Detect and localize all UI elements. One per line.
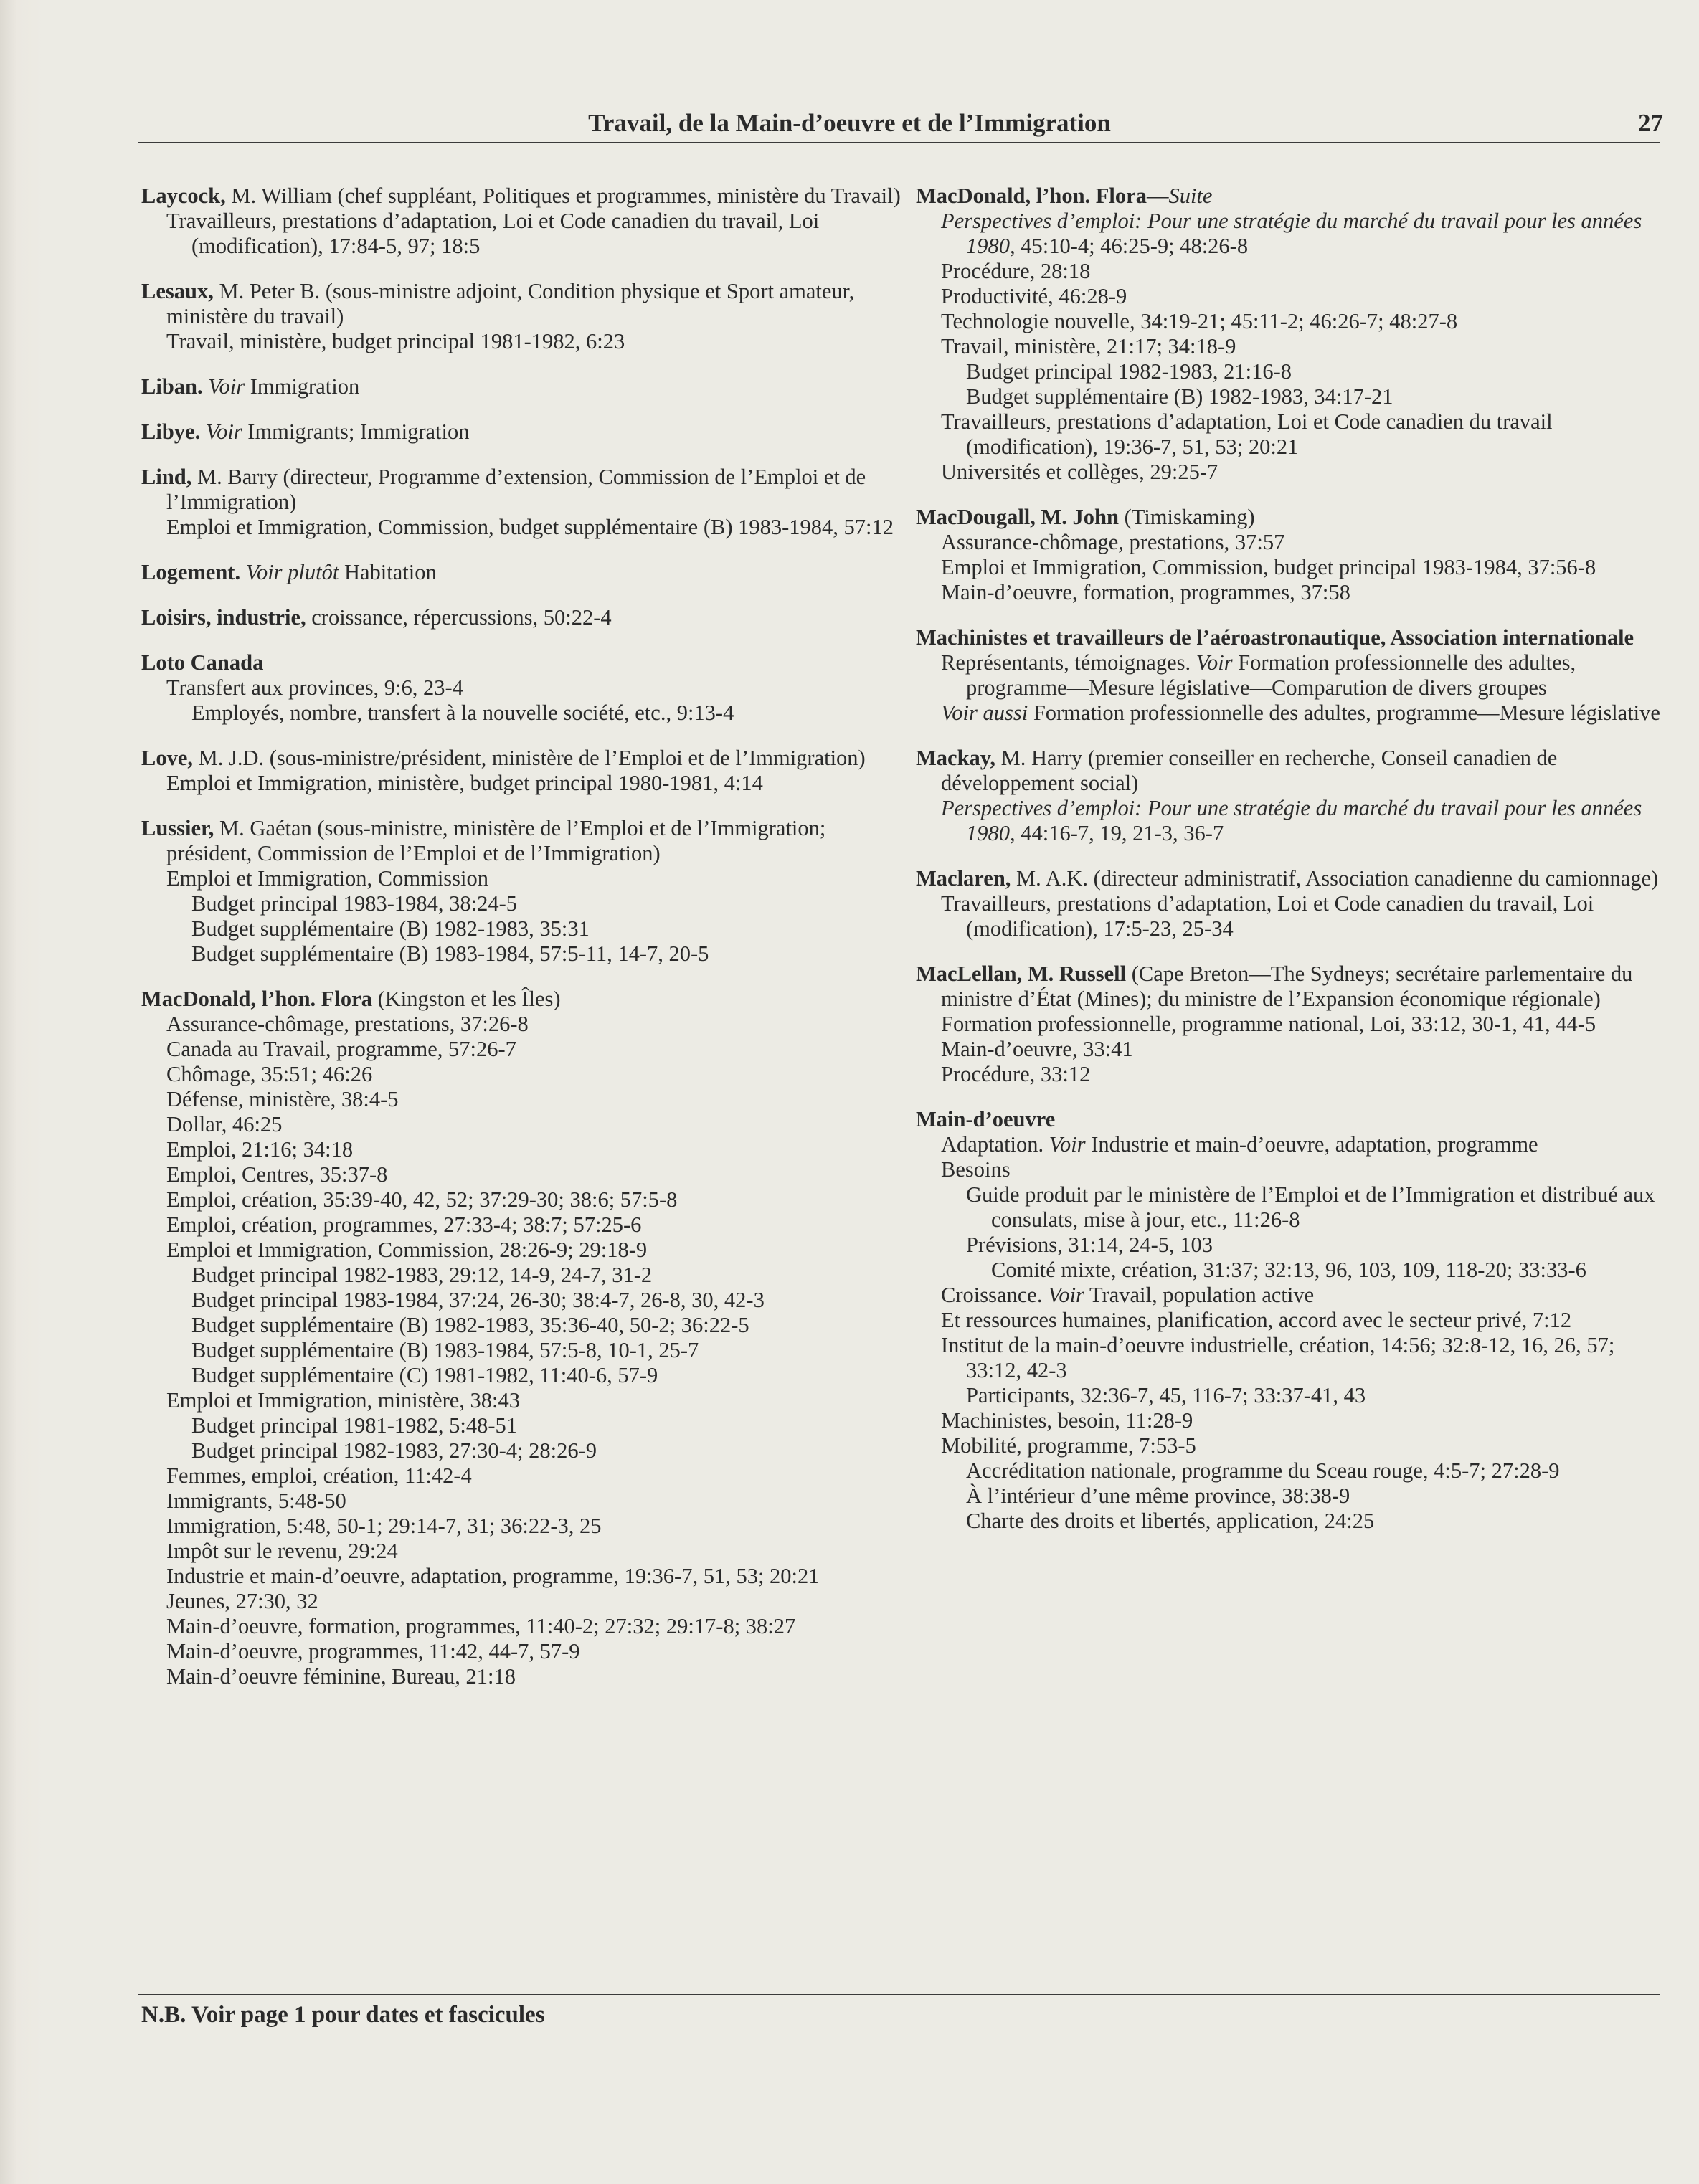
index-heading (916, 746, 1662, 796)
index-subentry (166, 1137, 905, 1162)
index-entry (916, 866, 1662, 941)
index-subentry (191, 1338, 905, 1363)
entry-name: Lind, (141, 465, 192, 489)
index-subentry (166, 1012, 905, 1037)
index-entry (141, 605, 905, 630)
entry-text: — (1146, 184, 1169, 208)
index-subentry (941, 1308, 1662, 1333)
entry-text: Employés, nombre, transfert à la nouvelle société, etc., 9:13-4 (191, 701, 734, 725)
entry-text: Emploi et Immigration, Commission, budget principal 1983-1984, 37:56-8 (941, 555, 1596, 579)
entry-text: Budget supplémentaire (B) 1982-1983, 34:17-21 (966, 384, 1393, 409)
entry-text: Adaptation. (941, 1132, 1049, 1157)
index-heading (141, 419, 905, 445)
entry-name: Love, (141, 746, 194, 770)
index-heading (916, 184, 1662, 209)
entry-text: Universités et collèges, 29:25-7 (941, 460, 1218, 484)
index-heading (916, 625, 1662, 650)
index-subentry (191, 1313, 905, 1338)
entry-text: Formation professionnelle des adultes, programme—Mesure législative (1028, 701, 1660, 725)
entry-text: Emploi et Immigration, ministère, 38:43 (166, 1388, 521, 1413)
index-heading (141, 465, 905, 515)
index-subentry (941, 284, 1662, 309)
entry-text: Main-d’oeuvre féminine, Bureau, 21:18 (166, 1664, 516, 1689)
entry-name: Laycock, (141, 184, 226, 208)
entry-text: Immigrants, 5:48-50 (166, 1489, 346, 1513)
entry-name: Main-d’oeuvre (916, 1107, 1056, 1131)
entry-text: Transfert aux provinces, 9:6, 23-4 (166, 675, 463, 700)
entry-name: MacLellan, M. Russell (916, 962, 1127, 986)
index-subentry (166, 1564, 905, 1589)
index-subentry (191, 891, 905, 916)
entry-text: Emploi, création, 35:39-40, 42, 52; 37:29-30; 38:6; 57:5-8 (166, 1187, 678, 1212)
index-subentry (966, 359, 1662, 384)
index-subentry (191, 1263, 905, 1288)
entry-name: Logement. (141, 560, 241, 584)
entry-text: Main-d’oeuvre, 33:41 (941, 1037, 1133, 1061)
entry-text: Immigration, 5:48, 50-1; 29:14-7, 31; 36:22-3, 25 (166, 1514, 602, 1538)
index-subentry (941, 460, 1662, 485)
index-subentry (166, 1112, 905, 1137)
index-subentry (166, 1539, 905, 1564)
entry-text: Budget principal 1981-1982, 5:48-51 (191, 1413, 518, 1438)
entry-text: Défense, ministère, 38:4-5 (166, 1087, 399, 1111)
index-subentry (941, 1012, 1662, 1037)
entry-text: Emploi et Immigration, Commission, budget supplémentaire (B) 1983-1984, 57:12 (166, 515, 894, 539)
index-subentry (941, 409, 1662, 460)
index-subentry (166, 1062, 905, 1087)
entry-name: MacDougall, M. John (916, 505, 1119, 529)
index-subentry (966, 1233, 1662, 1258)
entry-text: croissance, répercussions, 50:22-4 (306, 605, 612, 630)
index-heading (916, 505, 1662, 530)
entry-text: Charte des droits et libertés, application, 24:25 (966, 1509, 1375, 1533)
index-subentry (966, 384, 1662, 409)
index-subentry (166, 1614, 905, 1639)
index-subentry (166, 1463, 905, 1489)
entry-text: Formation professionnelle des adultes, programme—Mesure législative—Comparution de divers groupes (966, 650, 1576, 700)
index-heading (141, 650, 905, 675)
entry-text: Technologie nouvelle, 34:19-21; 45:11-2; 46:26-7; 48:27-8 (941, 309, 1458, 333)
italic-reference: Voir (1196, 650, 1233, 675)
running-head-title: Travail, de la Main-d’oeuvre et de l’Immigration (588, 109, 1111, 137)
entry-text: Institut de la main-d’oeuvre industrielle, création, 14:56; 32:8-12, 16, 26, 57; 33:12, 42-3 (941, 1333, 1615, 1382)
italic-reference: Perspectives d’emploi: Pour une stratégie du marché du travail pour les années 1980, (941, 209, 1642, 258)
index-subentry (941, 1132, 1662, 1157)
index-subentry (941, 796, 1662, 846)
index-subentry (166, 1238, 905, 1263)
index-subentry (941, 1433, 1662, 1458)
index-entry (916, 1107, 1662, 1534)
index-entry (916, 625, 1662, 726)
entry-text: Habitation (339, 560, 437, 584)
index-subentry (166, 1388, 905, 1413)
index-subentry (166, 515, 905, 540)
index-subentry (941, 650, 1662, 701)
index-heading (141, 279, 905, 329)
entry-name: Loto Canada (141, 650, 264, 675)
entry-text: Budget supplémentaire (C) 1981-1982, 11:40-6, 57-9 (191, 1363, 658, 1387)
entry-text: Dollar, 46:25 (166, 1112, 283, 1136)
index-entry (141, 746, 905, 796)
index-subentry (166, 1037, 905, 1062)
entry-name: MacDonald, l’hon. Flora (141, 987, 372, 1011)
entry-text: M. J.D. (sous-ministre/président, ministère de l’Emploi et de l’Immigration) (193, 746, 866, 770)
index-entry (141, 184, 905, 259)
index-heading (141, 560, 905, 585)
index-subentry (166, 771, 905, 796)
entry-text: M. Harry (premier conseiller en recherche, Conseil canadien de développement social) (941, 746, 1558, 795)
entry-text: Accréditation nationale, programme du Sceau rouge, 4:5-7; 27:28-9 (966, 1458, 1560, 1483)
index-entry (141, 560, 905, 585)
entry-text: (Timiskaming) (1118, 505, 1255, 529)
index-subentry (941, 1062, 1662, 1087)
italic-reference: Voir (205, 419, 242, 444)
italic-reference: Voir plutôt (245, 560, 339, 584)
index-subentry (166, 1664, 905, 1689)
index-subentry (166, 1162, 905, 1187)
index-subentry (166, 209, 905, 259)
index-subentry (941, 555, 1662, 580)
entry-name: Lesaux, (141, 279, 214, 303)
index-heading (141, 605, 905, 630)
index-subentry (166, 866, 905, 891)
index-subentry (166, 1514, 905, 1539)
header-rule (138, 142, 1660, 143)
entry-text: Budget principal 1983-1984, 38:24-5 (191, 891, 518, 916)
index-subentry (191, 916, 905, 941)
entry-text: Emploi, création, programmes, 27:33-4; 38:7; 57:25-6 (166, 1212, 642, 1237)
entry-text: Représentants, témoignages. (941, 650, 1196, 675)
index-subentry (166, 1489, 905, 1514)
entry-text: Industrie et main-d’oeuvre, adaptation, programme (1085, 1132, 1538, 1157)
entry-text: Comité mixte, création, 31:37; 32:13, 96, 103, 109, 118-20; 33:33-6 (991, 1258, 1586, 1282)
entry-text (240, 560, 246, 584)
index-subentry (941, 1283, 1662, 1308)
entry-text: Budget principal 1982-1983, 21:16-8 (966, 359, 1292, 384)
footer-note: N.B. Voir page 1 pour dates et fascicules (141, 2002, 545, 2028)
index-subentry (191, 941, 905, 967)
entry-text: Main-d’oeuvre, formation, programmes, 37:58 (941, 580, 1350, 604)
entry-text: Guide produit par le ministère de l’Emploi et de l’Immigration et distribué aux consulats, mise à jour, etc., 11:26-8 (966, 1182, 1655, 1232)
index-heading (916, 962, 1662, 1012)
index-heading (916, 1107, 1662, 1132)
index-subentry (941, 1157, 1662, 1182)
index-subentry (166, 329, 905, 354)
entry-text: Immigration (245, 374, 360, 399)
index-entry (916, 184, 1662, 485)
entry-text: M. William (chef suppléant, Politiques et programmes, ministère du Travail) (225, 184, 901, 208)
index-subentry (966, 1509, 1662, 1534)
entry-text: Travail, ministère, 21:17; 34:18-9 (941, 334, 1236, 359)
entry-text: M. A.K. (directeur administratif, Association canadienne du camionnage) (1011, 866, 1659, 891)
index-subentry (941, 309, 1662, 334)
entry-name: MacDonald, l’hon. Flora (916, 184, 1147, 208)
index-entry (141, 650, 905, 726)
entry-text: Croissance. (941, 1283, 1049, 1307)
index-entry (916, 505, 1662, 605)
index-subentry (941, 580, 1662, 605)
entry-text: Budget principal 1982-1983, 29:12, 14-9, 24-7, 31-2 (191, 1263, 653, 1287)
entry-name: Machinistes et travailleurs de l’aéroastronautique, Association internationale (916, 625, 1634, 650)
entry-text: Mobilité, programme, 7:53-5 (941, 1433, 1196, 1458)
entry-text: Besoins (941, 1157, 1011, 1182)
index-subentry (166, 1212, 905, 1238)
entry-text: 45:10-4; 46:25-9; 48:26-8 (1015, 234, 1249, 258)
index-entry (916, 962, 1662, 1087)
index-subentry (941, 334, 1662, 359)
entry-text: 44:16-7, 19, 21-3, 36-7 (1015, 821, 1224, 845)
entry-text: Main-d’oeuvre, formation, programmes, 11:40-2; 27:32; 29:17-8; 38:27 (166, 1614, 796, 1638)
entry-text: À l’intérieur d’une même province, 38:38-9 (966, 1483, 1350, 1508)
entry-text: (Kingston et les Îles) (371, 987, 561, 1011)
index-heading (141, 816, 905, 866)
entry-text: Productivité, 46:28-9 (941, 284, 1127, 308)
right-index-column (916, 184, 1662, 1554)
entry-text: M. Peter B. (sous-ministre adjoint, Condition physique et Sport amateur, ministère du travail) (166, 279, 855, 328)
index-subentry (941, 530, 1662, 555)
entry-text: Assurance-chômage, prestations, 37:26-8 (166, 1012, 529, 1036)
entry-name: Maclaren, (916, 866, 1011, 891)
index-subentry (191, 1288, 905, 1313)
index-subentry (166, 675, 905, 701)
index-subentry (166, 1087, 905, 1112)
entry-name: Libye. (141, 419, 201, 444)
index-subentry (941, 701, 1662, 726)
entry-name: Liban. (141, 374, 203, 399)
index-subentry (966, 1182, 1662, 1233)
entry-text: Travailleurs, prestations d’adaptation, Loi et Code canadien du travail, Loi (modification), 17:84-5, 97; 18:5 (166, 209, 820, 258)
footer-rule (138, 1994, 1660, 1995)
index-heading (141, 184, 905, 209)
index-heading (141, 987, 905, 1012)
entry-text: Budget principal 1982-1983, 27:30-4; 28:26-9 (191, 1438, 597, 1463)
italic-reference: Suite (1168, 184, 1213, 208)
index-subentry (941, 891, 1662, 941)
left-index-column (141, 184, 905, 1709)
entry-name: Mackay, (916, 746, 995, 770)
entry-text: Main-d’oeuvre, programmes, 11:42, 44-7, 57-9 (166, 1639, 580, 1663)
entry-name: Lussier, (141, 816, 214, 840)
index-subentry (191, 1438, 905, 1463)
index-heading (141, 374, 905, 399)
italic-reference: Perspectives d’emploi: Pour une stratégie du marché du travail pour les années 1980, (941, 796, 1642, 845)
index-subentry (966, 1383, 1662, 1408)
index-heading (141, 746, 905, 771)
entry-text: Industrie et main-d’oeuvre, adaptation, programme, 19:36-7, 51, 53; 20:21 (166, 1564, 820, 1588)
entry-text: Budget supplémentaire (B) 1982-1983, 35:36-40, 50-2; 36:22-5 (191, 1313, 749, 1337)
entry-text (200, 419, 206, 444)
entry-text: Travail, ministère, budget principal 1981-1982, 6:23 (166, 329, 625, 353)
entry-text: Prévisions, 31:14, 24-5, 103 (966, 1233, 1213, 1257)
index-entry (916, 746, 1662, 846)
entry-name: Loisirs, industrie, (141, 605, 306, 630)
index-subentry (941, 259, 1662, 284)
entry-text: Travail, population active (1084, 1283, 1315, 1307)
entry-text: Immigrants; Immigration (242, 419, 470, 444)
index-heading (916, 866, 1662, 891)
index-subentry (941, 1333, 1662, 1383)
entry-text: Emploi et Immigration, Commission (166, 866, 489, 891)
index-subentry (166, 1639, 905, 1664)
entry-text: Budget supplémentaire (B) 1983-1984, 57:5-8, 10-1, 25-7 (191, 1338, 699, 1362)
entry-text: Emploi et Immigration, Commission, 28:26-9; 29:18-9 (166, 1238, 648, 1262)
entry-text: Budget supplémentaire (B) 1983-1984, 57:5-11, 14-7, 20-5 (191, 941, 709, 966)
entry-text: Travailleurs, prestations d’adaptation, Loi et Code canadien du travail, Loi (modification), 17:5-23, 25-34 (941, 891, 1594, 941)
index-entry (141, 374, 905, 399)
index-subentry (191, 701, 905, 726)
entry-text: Budget supplémentaire (B) 1982-1983, 35:31 (191, 916, 590, 941)
index-entry (141, 816, 905, 967)
page-number: 27 (1638, 109, 1663, 137)
entry-text: Emploi, Centres, 35:37-8 (166, 1162, 388, 1187)
index-subentry (966, 1458, 1662, 1483)
entry-text: Et ressources humaines, planification, accord avec le secteur privé, 7:12 (941, 1308, 1572, 1332)
entry-text: M. Gaétan (sous-ministre, ministère de l’Emploi et de l’Immigration; président, Commission de l’Emploi et de l’Immigration) (166, 816, 826, 865)
entry-text: Assurance-chômage, prestations, 37:57 (941, 530, 1285, 554)
index-subentry (166, 1187, 905, 1212)
index-subentry (191, 1363, 905, 1388)
entry-text: Impôt sur le revenu, 29:24 (166, 1539, 398, 1563)
italic-reference: Voir (1048, 1283, 1084, 1307)
index-entry (141, 465, 905, 540)
entry-text: M. Barry (directeur, Programme d’extension, Commission de l’Emploi et de l’Immigration) (166, 465, 866, 514)
entry-text: Budget principal 1983-1984, 37:24, 26-30; 38:4-7, 26-8, 30, 42-3 (191, 1288, 765, 1312)
entry-text: Emploi, 21:16; 34:18 (166, 1137, 354, 1162)
entry-text: Emploi et Immigration, ministère, budget principal 1980-1981, 4:14 (166, 771, 763, 795)
index-subentry (191, 1413, 905, 1438)
index-entry (141, 279, 905, 354)
entry-text: Participants, 32:36-7, 45, 116-7; 33:37-41, 43 (966, 1383, 1366, 1407)
entry-text: Jeunes, 27:30, 32 (166, 1589, 318, 1613)
italic-reference: Voir (208, 374, 245, 399)
index-subentry (941, 1408, 1662, 1433)
index-subentry (966, 1483, 1662, 1509)
index-entry (141, 987, 905, 1689)
entry-text: Travailleurs, prestations d’adaptation, Loi et Code canadien du travail (modification), 19:36-7, 51, 53; 20:21 (941, 409, 1553, 459)
entry-text: Chômage, 35:51; 46:26 (166, 1062, 373, 1086)
index-subentry (166, 1589, 905, 1614)
entry-text: Formation professionnelle, programme national, Loi, 33:12, 30-1, 41, 44-5 (941, 1012, 1596, 1036)
entry-text: Machinistes, besoin, 11:28-9 (941, 1408, 1193, 1433)
index-subentry (941, 209, 1662, 259)
entry-text: Procédure, 33:12 (941, 1062, 1091, 1086)
entry-text: Procédure, 28:18 (941, 259, 1091, 283)
italic-reference: Voir (1049, 1132, 1086, 1157)
index-subentry (991, 1258, 1662, 1283)
index-entry (141, 419, 905, 445)
entry-text: Femmes, emploi, création, 11:42-4 (166, 1463, 472, 1488)
italic-reference: Voir aussi (941, 701, 1028, 725)
entry-text: Canada au Travail, programme, 57:26-7 (166, 1037, 516, 1061)
entry-text: (Cape Breton—The Sydneys; secrétaire parlementaire du ministre d’État (Mines); du ministre de l’Expansion économique régionale) (941, 962, 1633, 1011)
index-subentry (941, 1037, 1662, 1062)
